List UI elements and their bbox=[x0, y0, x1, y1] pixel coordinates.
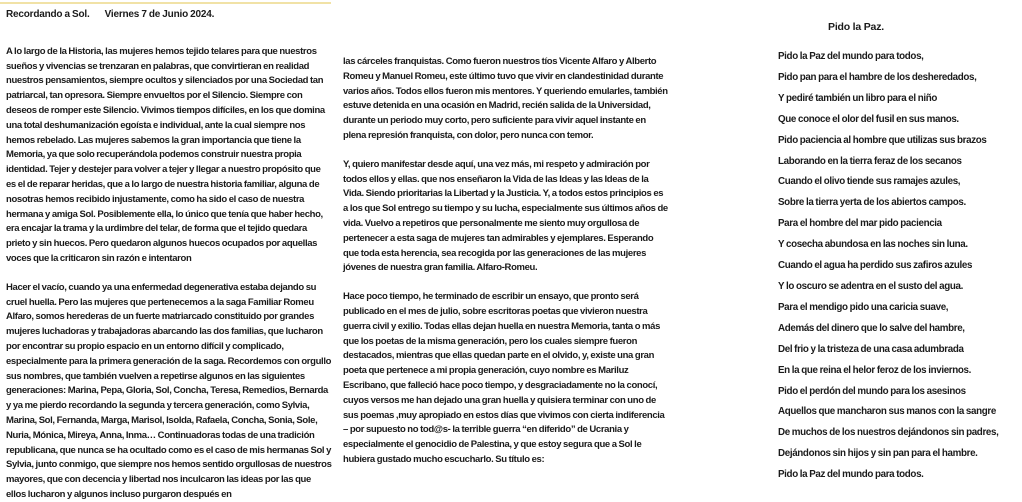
poem-line: Para el mendigo pido una caricia suave, bbox=[778, 301, 949, 313]
paragraph: Hacer el vacío, cuando ya una enfermedad degenerativa estaba dejando su cruel huella. Pero las mujeres que pertenecemos a la saga Familiar Romeu Alfaro, somos herederas de un fuerte matriarcado constituido por grandes mujeres luchadoras y trabajadoras abarcando las dos familias, que lucharon por encontrar su propio espacio en un entorno difícil y complicado, especialmente para la primera generación de la saga. Recordemos con orgullo sus nombres, que también vuelven a repetirse algunos en las siguientes generaciones: Marina, Pepa, Gloria, Sol, Concha, Teresa, Remedios, Bernarda y ya me pierdo recordando la segunda y tercera generación, como Sylvia, Marina, Sol, Fernanda, Marga, Marisol, Isolda, Rafaela, Concha, Sonia, Sole, Nuria, Mónica, Mireya, Anna, Inma… Continuadoras todas de una tradición republicana, que nunca se ha ocultado como es el caso de mis hermanas Sol y Sylvia, junto conmigo, que siempre nos hemos sentido orgullosas de nuestros mayores, que con decencia y libertad nos inculcaron las ideas por las que ellos lucharon y algunos incluso purgaron después en bbox=[6, 281, 332, 500]
poem-line: En la que reina el helor feroz de los inviernos. bbox=[778, 364, 972, 376]
poem-line: Sobre la tierra yerta de los abiertos campos. bbox=[778, 197, 966, 209]
poem-line: Y cosecha abundosa en las noches sin luna. bbox=[778, 239, 968, 251]
text-column-middle bbox=[343, 55, 669, 468]
poem-line: Aquellos que mancharon sus manos con la sangre bbox=[778, 406, 996, 418]
poem-line: Y lo oscuro se adentra en el susto del agua. bbox=[778, 280, 963, 292]
poem-line: Pido la Paz del mundo para todos, bbox=[778, 51, 924, 62]
poem-body bbox=[778, 47, 1022, 486]
document-header bbox=[6, 8, 332, 23]
poem-line: Dejándonos sin hijos y sin pan para el hambre. bbox=[778, 448, 978, 460]
poem-line: Pido pan para el hambre de los desheredados, bbox=[778, 71, 977, 83]
poem-column bbox=[690, 20, 1022, 486]
poem-line: Y pediré también un libro para el niño bbox=[778, 92, 938, 104]
poem-line: Para el hombre del mar pido paciencia bbox=[778, 218, 942, 230]
document-date: Viernes 7 de Junio 2024. bbox=[104, 9, 215, 20]
paragraph: Y, quiero manifestar desde aquí, una vez más, mi respeto y admiración por todos ellos y ellas. que nos enseñaron la Vida de las Ideas y las Ideas de la Vida. Siendo prioritarias la Libertad y la Justicia. Y, a todos estos principios es a los que Sol entrego su tiempo y su lucha, especialmente sus últimos años de vida. Vuelvo a repetiros que personalmente me siento muy orgullosa de pertenecer a esta saga de mujeres tan admirables y ejemplares. Esperando que toda esta herencia, sea recogida por las generaciones de las mujeres jóvenes de nuestra gran familia. Alfaro-Romeu. bbox=[343, 158, 668, 274]
poem-line: Cuando el agua ha perdido sus zafiros azules bbox=[778, 260, 973, 272]
poem-line: Pido el perdón del mundo para los asesinos bbox=[778, 385, 966, 397]
poem-line: Pido paciencia al hombre que utilizas sus brazos bbox=[778, 134, 987, 146]
poem-line: Pido la Paz del mundo para todos. bbox=[778, 469, 924, 481]
paragraph: las cárceles franquistas. Como fueron nuestros tíos Vicente Alfaro y Alberto Romeu y Manuel Romeu, este último tuvo que vivir en clandestinidad durante varios años. Todos ellos fueron mis mentores. Y queriendo emularles, también estuve detenida en una ocasión en Madrid, recién salida de la Universidad, durante un periodo muy corto, pero suficiente para vivir aquel instante en plena represión franquista, con dolor, pero nunca con temor. bbox=[343, 56, 668, 141]
poem-line: De muchos de los nuestros dejándonos sin padres, bbox=[778, 427, 999, 439]
paragraph: A lo largo de la Historia, las mujeres hemos tejido telares para que nuestros sueños y vivencias se trenzaran en palabras, que convirtieran en realidad nuestros pensamientos, siempre ocultos y silenciados por una Sociedad tan patriarcal, tan opresora. Siempre envueltos por el Silencio. Siempre con deseos de romper este Silencio. Vivimos tiempos difíciles, en los que domina una total deshumanización egoísta e individual, ante la cual siempre nos hemos rebelado. Las mujeres sabemos la gran importancia que tiene la Memoria, ya que solo recuperándola podemos construir nuestra propia identidad. Tejer y destejer para volver a tejer y llegar a nuestro propósito que es el de reparar heridas, que a lo largo de nuestra historia familiar, alguna de nosotras hemos recibido injustamente, como ha sido el caso de nuestra hermana y amiga Sol. Posiblemente ella, lo único que tenía que haber hecho, era encajar la trama y la urdimbre del telar, de forma que el tejido quedara prieto y sin huecos. Pero quedaron algunos huecos ocupados por aquellas voces que la criticaron sin razón e intentaron bbox=[6, 45, 325, 264]
document-title: Recordando a Sol. bbox=[6, 9, 90, 20]
poem-title: Pido la Paz. bbox=[828, 21, 884, 33]
poem-line: Además del dinero que lo salve del hambre, bbox=[778, 322, 965, 334]
poem-line: Del frio y la tristeza de una casa adumbrada bbox=[778, 343, 964, 355]
poem-line: Cuando el olivo tiende sus ramajes azules, bbox=[778, 176, 961, 188]
poem-line: Laborando en la tierra feraz de los secanos bbox=[778, 155, 962, 167]
text-column-left bbox=[6, 0, 332, 502]
paragraph: Hace poco tiempo, he terminado de escribir un ensayo, que pronto será publicado en el mes de julio, sobre escritoras poetas que vivieron nuestra guerra civil y exilio. Todas ellas dejan huella en nuestra Memoria, tanta o más que los poetas de la misma generación, pero los cuales siempre fueron destacados, mientras que ellas quedan parte en el olvido, y, existe una gran poeta que pertenece a mi propia generación, cuyo nombre es Mariluz Escribano, que falleció hace poco tiempo, y desgraciadamente no la conocí, cuyos versos me han dejado una gran huella y quisiera terminar con uno de sus poemas ,muy apropiado en estos días que vivimos con cierta indiferencia – por supuesto no tod@s- la terrible guerra “en diferido” de Ucrania y especialmente el genocidio de Palestina, y que estoy segura que a Sol le hubiera gustado mucho escucharlo. Su título es: bbox=[343, 291, 665, 465]
poem-line: Que conoce el olor del fusil en sus manos. bbox=[778, 113, 959, 125]
